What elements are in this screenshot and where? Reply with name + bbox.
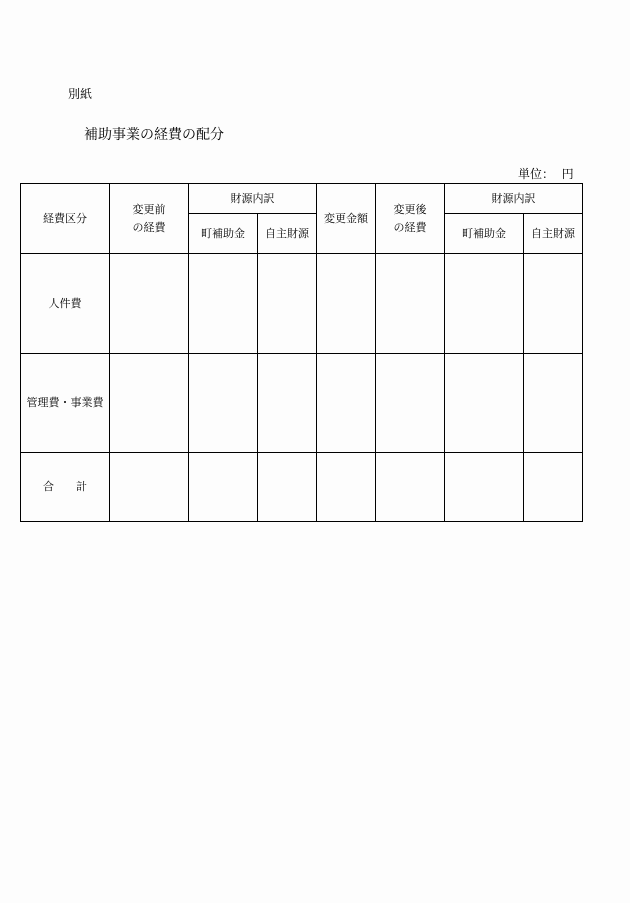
table-cell [189, 354, 258, 453]
table-cell [376, 453, 445, 522]
attachment-label: 別紙 [68, 87, 93, 101]
table-row [21, 453, 583, 522]
row-label-total: 合 計 [21, 453, 110, 522]
table-cell [376, 254, 445, 354]
table-cell [524, 453, 583, 522]
table-cell [376, 354, 445, 453]
unit-label: 単位： 円 [518, 167, 574, 181]
table-cell [445, 254, 524, 354]
row-label-personnel: 人件費 [21, 254, 110, 354]
expense-allocation-table [20, 183, 583, 522]
table-cell [110, 254, 189, 354]
header-change-amount: 変更金額 [317, 184, 376, 254]
table-cell [258, 354, 317, 453]
row-label-admin-project: 管理費・事業費 [21, 354, 110, 453]
header-town-subsidy-before: 町補助金 [189, 214, 258, 254]
table-cell [258, 453, 317, 522]
header-category: 経費区分 [21, 184, 110, 254]
document-title: 補助事業の経費の配分 [84, 127, 224, 143]
header-funding-after: 財源内訳 [445, 184, 583, 214]
table-cell [524, 354, 583, 453]
table-cell [524, 254, 583, 354]
header-own-funds-before: 自主財源 [258, 214, 317, 254]
table-cell [445, 354, 524, 453]
header-town-subsidy-after: 町補助金 [445, 214, 524, 254]
header-after-cost: 変更後 の経費 [376, 184, 445, 254]
table-cell [189, 254, 258, 354]
table-cell [110, 453, 189, 522]
table-row [21, 254, 583, 354]
table-cell [189, 453, 258, 522]
table-cell [317, 354, 376, 453]
table-cell [110, 354, 189, 453]
header-funding-before: 財源内訳 [189, 184, 317, 214]
header-own-funds-after: 自主財源 [524, 214, 583, 254]
table-cell [445, 453, 524, 522]
table-cell [258, 254, 317, 354]
table-cell [317, 254, 376, 354]
table-cell [317, 453, 376, 522]
header-before-cost: 変更前 の経費 [110, 184, 189, 254]
table-row [21, 354, 583, 453]
